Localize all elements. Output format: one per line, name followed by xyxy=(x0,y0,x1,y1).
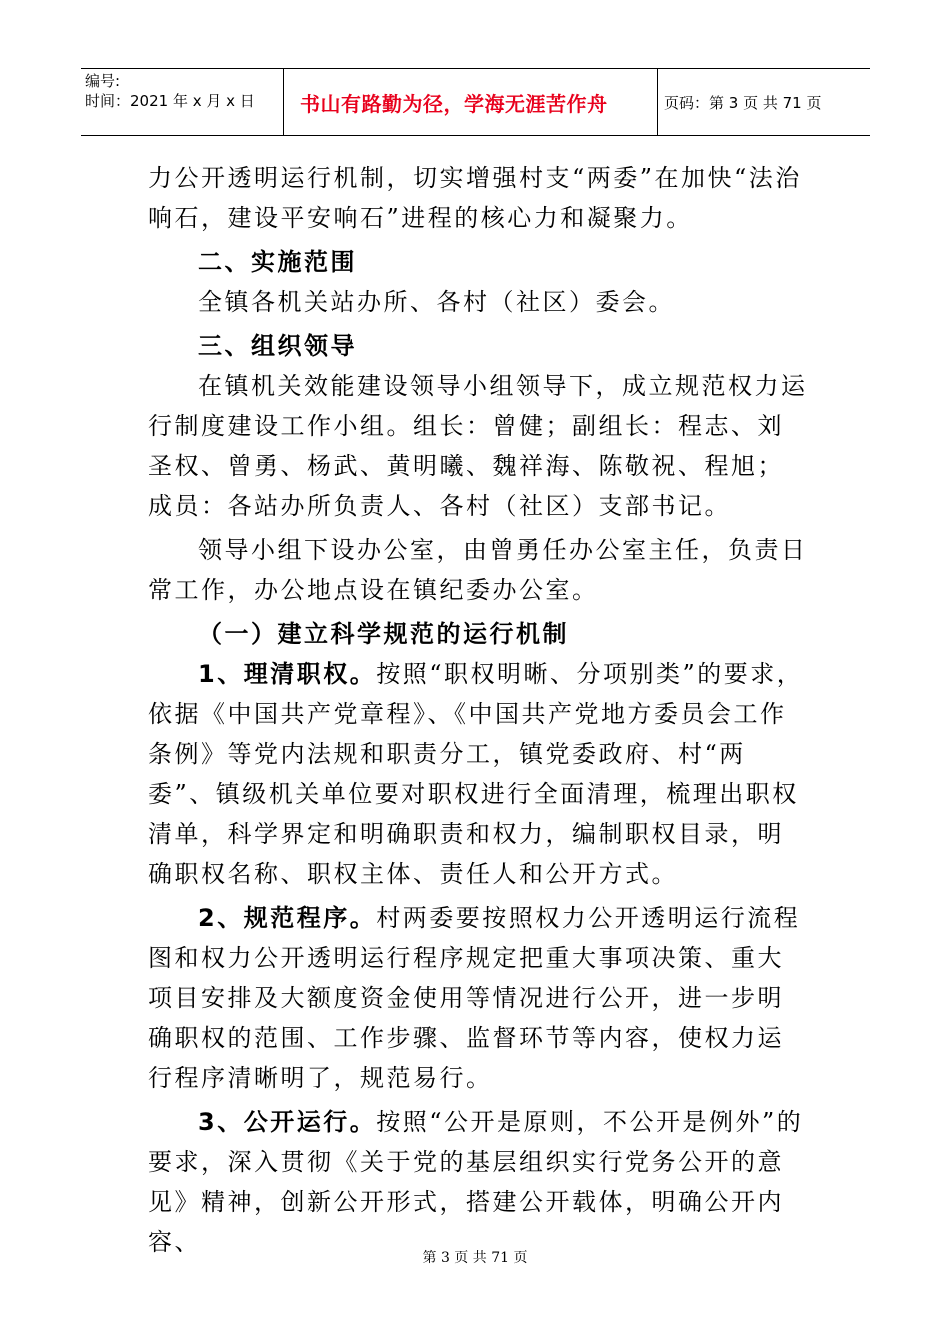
document-body xyxy=(148,158,808,1262)
paragraph: 力公开透明运行机制，切实增强村支“两委”在加快“法治响石，建设平安响石”进程的核心力和凝聚力。 xyxy=(148,164,802,232)
paragraph: 领导小组下设办公室，由曾勇任办公室主任，负责日常工作，办公地点设在镇纪委办公室。 xyxy=(148,536,808,604)
document-date: 时间：2021 年 x 月 x 日 xyxy=(85,92,255,110)
section-heading: 二、实施范围 xyxy=(198,248,357,276)
header-motto: 书山有路勤为径，学海无涯苦作舟 xyxy=(300,91,608,116)
paragraph-lead: 1、理清职权。 xyxy=(198,660,377,688)
paragraph: 全镇各机关站办所、各村（社区）委会。 xyxy=(198,288,675,316)
paragraph: 3、公开运行。按照“公开是原则，不公开是例外”的要求，深入贯彻《关于党的基层组织实行党务公开的意见》精神，创新公开形式，搭建公开载体，明确公开内容、 xyxy=(148,1108,804,1256)
page-footer: 第 3 页 共 71 页 xyxy=(422,1250,528,1266)
header-table xyxy=(81,68,870,136)
header-motto-cell xyxy=(283,69,658,135)
header-meta xyxy=(81,69,283,135)
header-page-info: 页码：第 3 页 共 71 页 xyxy=(664,93,822,112)
paragraph: 2、规范程序。村两委要按照权力公开透明运行流程图和权力公开透明运行程序规定把重大事项决策、重大项目安排及大额度资金使用等情况进行公开，进一步明确职权的范围、工作步骤、监督环节等内容，使权力运行程序清晰明了，规范易行。 xyxy=(148,904,801,1092)
paragraph-lead: 3、公开运行。 xyxy=(198,1108,377,1136)
section-heading: 三、组织领导 xyxy=(198,332,357,360)
paragraph: 1、理清职权。按照“职权明晰、分项别类”的要求，依据《中国共产党章程》、《中国共产党地方委员会工作条例》等党内法规和职责分工，镇党委政府、村“两委”、镇级机关单位要对职权进行全面清理，梳理出职权清单，科学界定和明确职责和权力，编制职权目录，明确职权名称、职权主体、责任人和公开方式。 xyxy=(148,660,804,888)
paragraph: 在镇机关效能建设领导小组领导下，成立规范权力运行制度建设工作小组。组长：曾健；副组长：程志、刘圣权、曾勇、杨武、黄明曦、魏祥海、陈敬祝、程旭； 成员：各站办所负责人、各村（社区）支部书记。 xyxy=(148,372,808,520)
paragraph-lead: 2、规范程序。 xyxy=(198,904,377,932)
document-number-label: 编号: xyxy=(85,72,121,90)
header-page-info-cell xyxy=(658,69,870,135)
subsection-heading: （一）建立科学规范的运行机制 xyxy=(198,620,569,648)
